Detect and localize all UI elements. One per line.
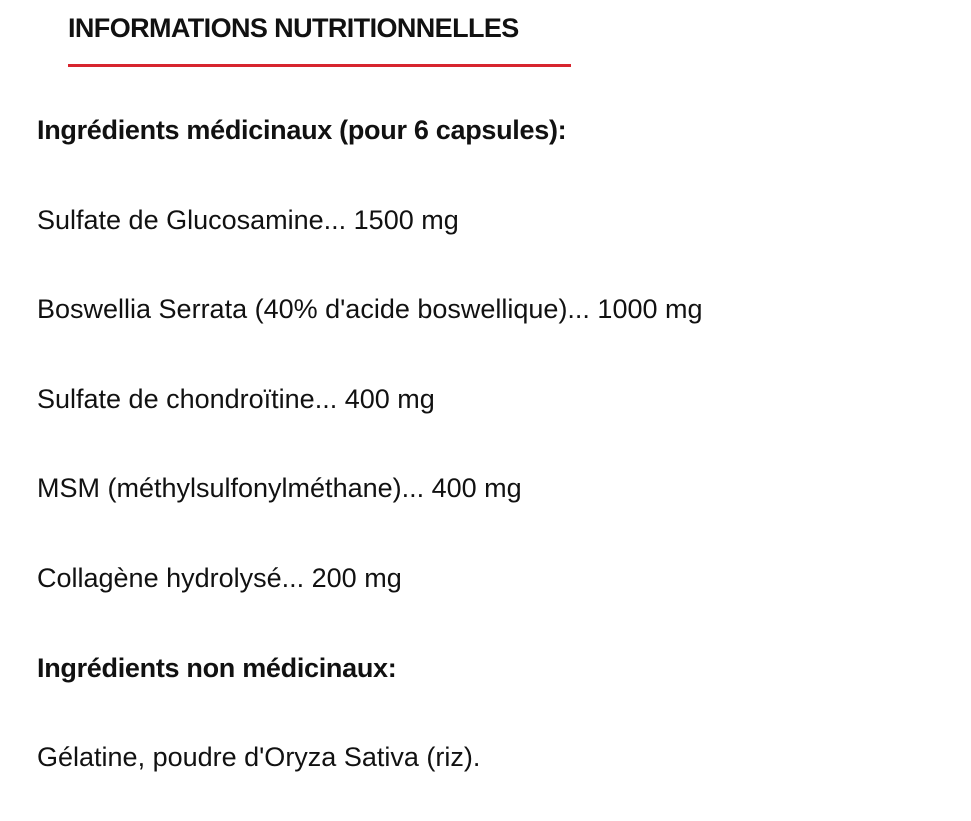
non-medicinal-ingredients-heading: Ingrédients non médicinaux: xyxy=(37,652,397,683)
ingredient-item: Sulfate de chondroïtine... 400 mg xyxy=(37,383,435,414)
nutrition-info-content xyxy=(37,104,957,821)
ingredient-item: Collagène hydrolysé... 200 mg xyxy=(37,562,402,593)
tab-title: INFORMATIONS NUTRITIONNELLES xyxy=(68,13,519,43)
non-medicinal-ingredients-text: Gélatine, poudre d'Oryza Sativa (riz). xyxy=(37,742,481,773)
ingredient-item: Sulfate de Glucosamine... 1500 mg xyxy=(37,204,459,235)
medicinal-ingredients-heading: Ingrédients médicinaux (pour 6 capsules): xyxy=(37,115,567,145)
active-tab-underline xyxy=(68,64,571,67)
nutrition-info-tab[interactable] xyxy=(68,10,571,67)
ingredient-item: Boswellia Serrata (40% d'acide boswellique)... 1000 mg xyxy=(37,294,703,325)
ingredient-item: MSM (méthylsulfonylméthane)... 400 mg xyxy=(37,473,522,504)
